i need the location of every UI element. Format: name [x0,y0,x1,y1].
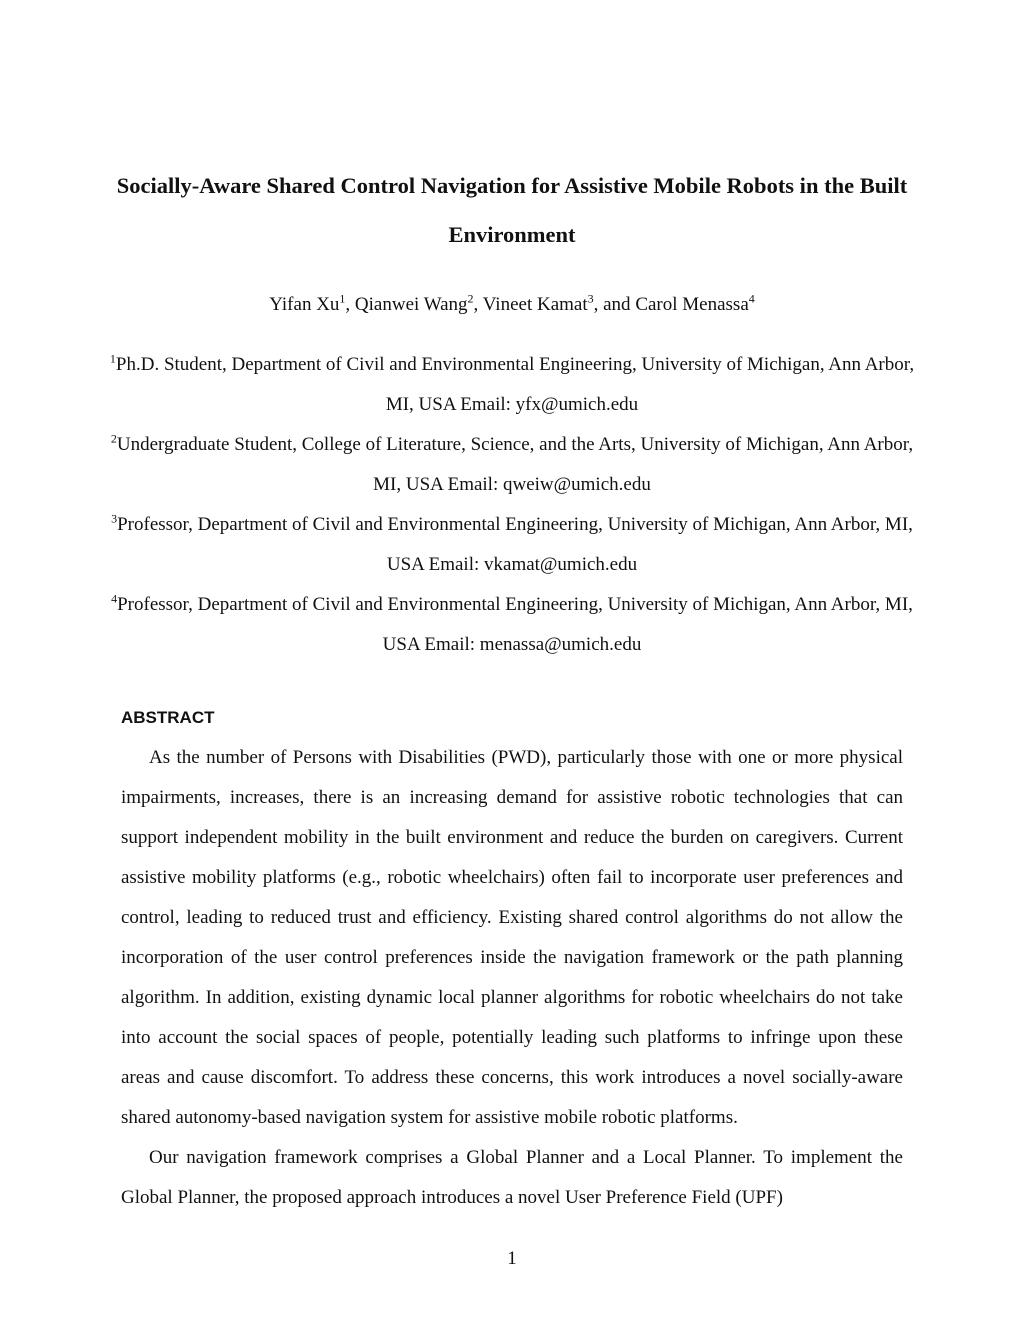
author-4 [635,291,755,315]
affiliation-mark: 4 [111,591,118,606]
author-separator: , [345,294,355,315]
affiliation-1 [100,345,924,425]
page-number: 1 [507,1248,517,1269]
author-name: Carol Menassa [635,294,749,315]
author-separator: , [473,294,483,315]
abstract-heading: ABSTRACT [121,708,215,727]
author-2 [354,291,483,315]
affiliation-3 [100,505,924,585]
author-list [100,290,924,320]
paper-title: Socially-Aware Shared Control Navigation for Assistive Mobile Robots in the Built Environment [116,173,908,247]
author-mark: 4 [748,291,755,306]
affiliation-text: Professor, Department of Civil and Environmental Engineering, University of Michigan, Ann Arbor, MI, USA Email: menassa@umich.edu [117,594,913,655]
author-1 [269,291,355,315]
abstract-paragraph-1: As the number of Persons with Disabilities (PWD), particularly those with one or more physical impairments, increases, there is an increasing demand for assistive robotic technologies that can support independent mobility in the built environment and reduce the burden on caregivers. Current assistive mobility platforms (e.g., robotic wheelchairs) often fail to incorporate user preferences and control, leading to reduced trust and efficiency. Existing shared control algorithms do not allow the incorporation of the user control preferences inside the navigation framework or the path planning algorithm. In addition, existing dynamic local planner algorithms for robotic wheelchairs do not take into account the social spaces of people, potentially leading such platforms to infringe upon these areas and cause discomfort. To address these concerns, this work introduces a novel socially-aware shared autonomy-based navigation system for assistive mobile robotic platforms. [121,747,903,1128]
author-mark: 2 [467,291,474,306]
affiliation-mark: 2 [110,431,117,446]
affiliation-4 [100,585,924,665]
affiliation-text: Professor, Department of Civil and Environmental Engineering, University of Michigan, Ann Arbor, MI, USA Email: vkamat@umich.edu [117,514,913,575]
abstract-paragraph-2: Our navigation framework comprises a Global Planner and a Local Planner. To implement the Global Planner, the proposed approach introduces a novel User Preference Field (UPF) [121,1147,903,1208]
affiliation-text: Ph.D. Student, Department of Civil and Environmental Engineering, University of Michigan, Ann Arbor, MI, USA Email: yfx@umich.edu [115,354,915,415]
author-name: Yifan Xu [269,294,340,315]
affiliation-2 [100,425,924,505]
author-mark: 3 [587,291,594,306]
author-name: Qianwei Wang [354,294,468,315]
affiliation-mark: 3 [111,511,118,526]
author-3 [482,291,636,315]
affiliation-mark: 1 [109,351,116,366]
author-mark: 1 [339,291,346,306]
affiliation-list [100,345,924,665]
author-separator: , and [593,294,636,315]
abstract-body [121,738,903,1218]
author-name: Vineet Kamat [482,294,588,315]
affiliation-text: Undergraduate Student, College of Literature, Science, and the Arts, University of Michigan, Ann Arbor, MI, USA Email: qweiw@umich.edu [116,434,914,495]
